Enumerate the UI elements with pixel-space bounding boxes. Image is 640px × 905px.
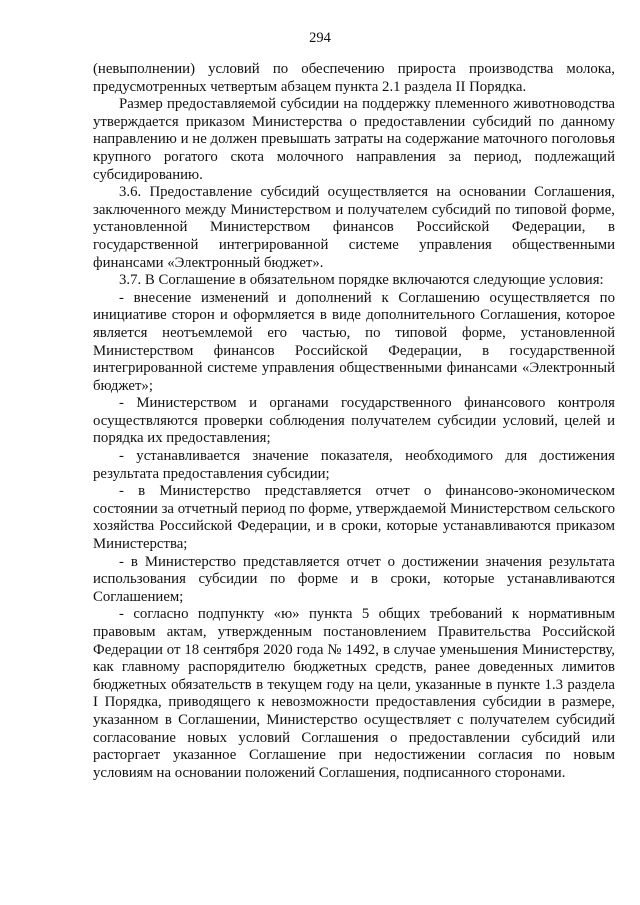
condition-item-1: - внесение изменений и дополнений к Соглашению осуществляется по инициативе сторон и оформляется в виде дополнительного Соглашения, которое является неотъемлемой его частью, по типовой форме, установленной Министерством финансов Российской Федерации, в государственной интегрированной системе управления общественными финансами «Электронный бюджет»; xyxy=(93,289,615,394)
paragraph-1: (невыполнении) условий по обеспечению прироста производства молока, предусмотренных четвертым абзацем пункта 2.1 раздела II Порядка. xyxy=(93,61,615,95)
condition-item-3: - устанавливается значение показателя, необходимого для достижения результата предоставления субсидии; xyxy=(93,448,615,482)
condition-item-4: - в Министерство представляется отчет о финансово-экономическом состоянии за отчетный период по форме, утверждаемой Министерством сельского хозяйства Российской Федерации, и в сроки, которые устанавливаются приказом Министерства; xyxy=(93,483,615,553)
paragraph-2: Размер предоставляемой субсидии на поддержку племенного животноводства утверждается приказом Министерства о предоставлении субсидий по данному направлению и не должен превышать затраты на содержание маточного поголовья крупного рогатого скота молочного направления за период, подлежащий субсидированию. xyxy=(93,96,615,183)
page-number: 294 xyxy=(309,30,331,46)
paragraph-3-6: 3.6. Предоставление субсидий осуществляется на основании Соглашения, заключенного между Министерством и получателем субсидий по типовой форме, установленной Министерством финансов Российской Федерации, в государственной интегрированной системе управления общественными финансами «Электронный бюджет». xyxy=(93,184,615,271)
condition-item-2: - Министерством и органами государственного финансового контроля осуществляются проверки соблюдения получателем субсидии условий, целей и порядка их предоставления; xyxy=(93,395,615,447)
paragraph-3-7: 3.7. В Соглашение в обязательном порядке включаются следующие условия: xyxy=(119,272,604,289)
condition-item-6: - согласно подпункту «ю» пункта 5 общих требований к нормативным правовым актам, утвержденным постановлением Правительства Российской Федерации от 18 сентября 2020 года № 1492, в случае уменьшения Министерству, как главному распорядителю бюджетных средств, ранее доведенных лимитов бюджетных обязательств в текущем году на цели, указанные в пункте 1.3 раздела I Порядка, приводящего к невозможности предоставления субсидии в размере, указанном в Соглашении, Министерство осуществляет с получателем субсидий согласование новых условий Соглашения о предоставлении субсидий или расторгает указанное Соглашение при недостижении согласия по новым условиям на основании положений Соглашения, подписанного сторонами. xyxy=(93,606,615,781)
condition-item-5: - в Министерство представляется отчет о достижении значения результата использования субсидии по форме и в сроки, которые устанавливаются Соглашением; xyxy=(93,553,615,605)
document-body xyxy=(93,61,615,782)
